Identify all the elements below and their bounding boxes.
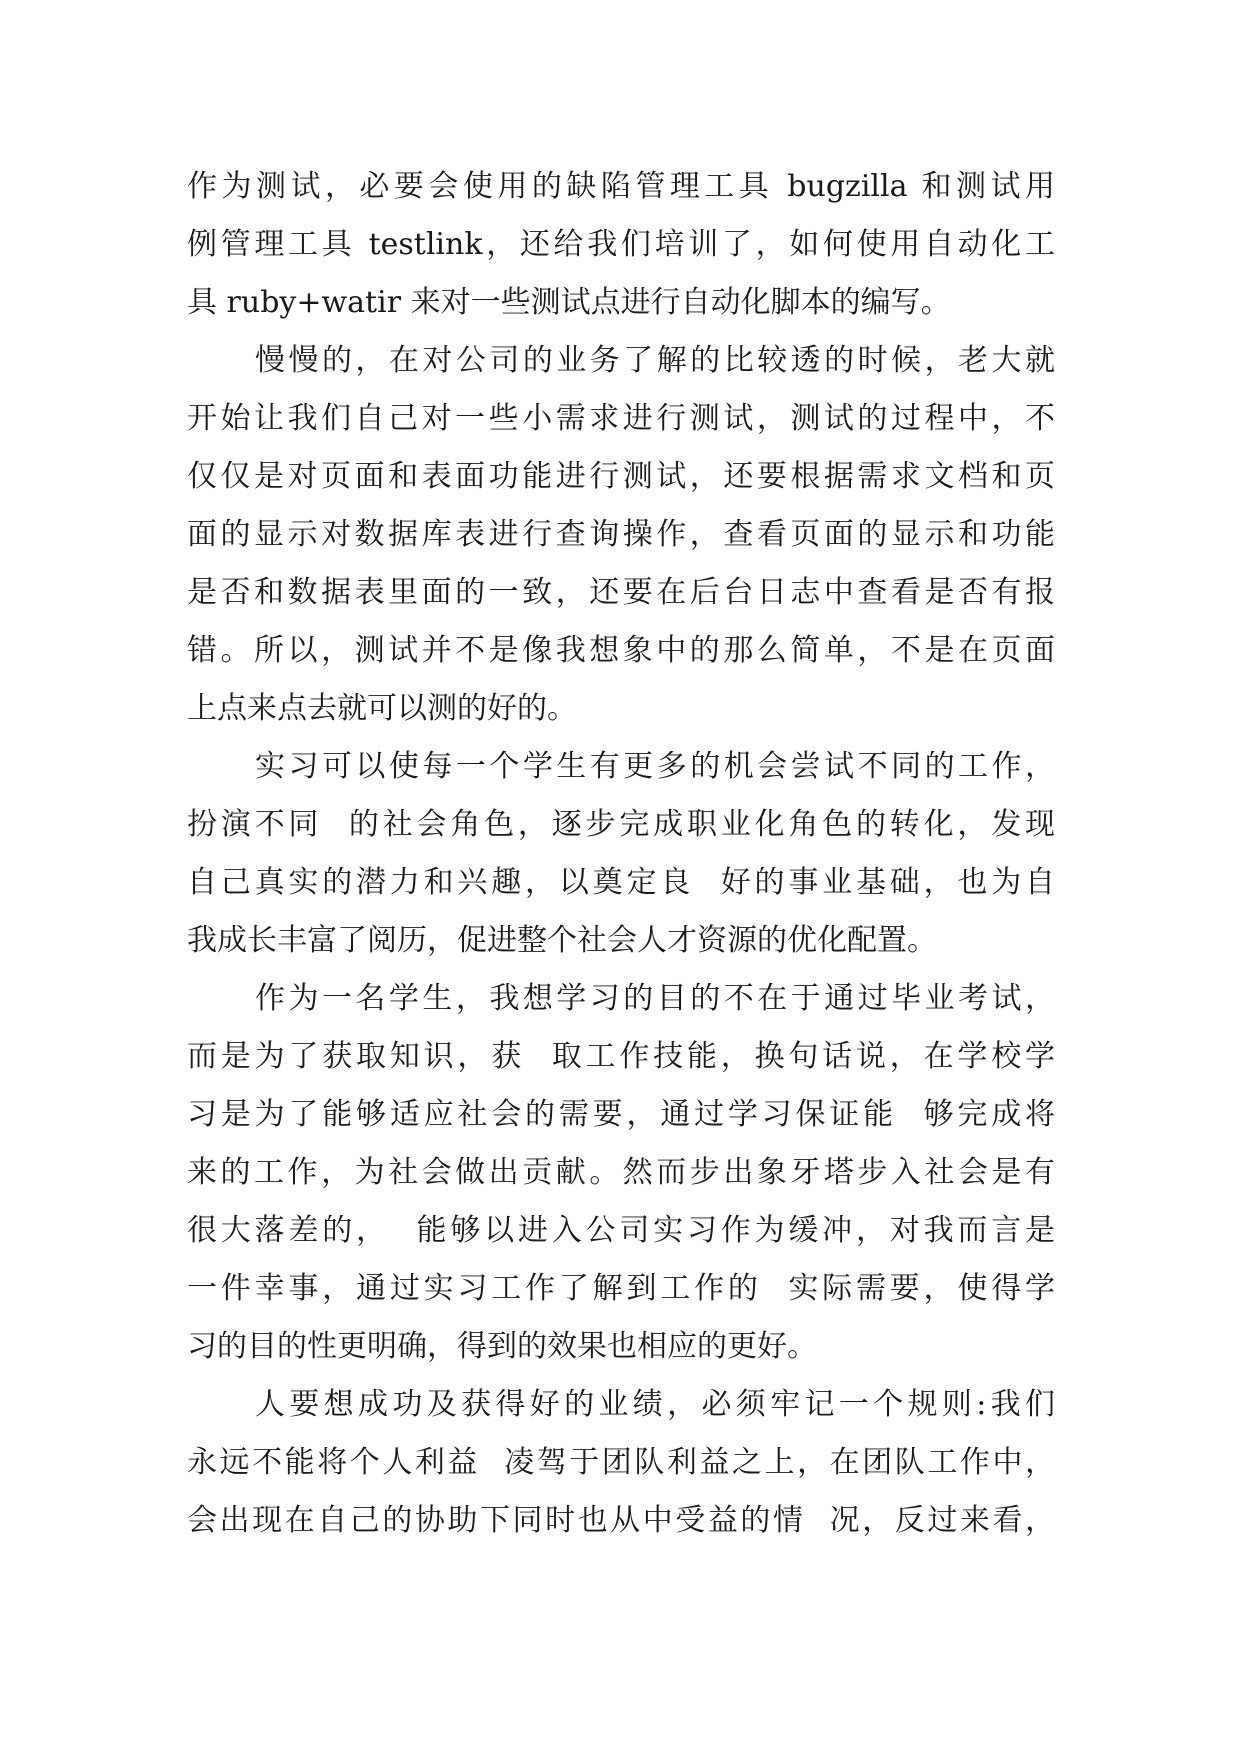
- text-line: 开始让我们自己对一些小需求进行测试，测试的过程中，不: [187, 401, 1055, 436]
- text-line: 仅仅是对页面和表面功能进行测试，还要根据需求文档和页: [187, 459, 1055, 494]
- text-line: 是否和数据表里面的一致，还要在后台日志中查看是否有报: [187, 575, 1055, 610]
- text-line: 实习可以使每一个学生有更多的机会尝试不同的工作，: [255, 749, 1055, 784]
- text-line: 自己真实的潜力和兴趣，以奠定良 好的事业基础，也为自: [187, 865, 1055, 900]
- text-line: 一件幸事，通过实习工作了解到工作的 实际需要，使得学: [187, 1271, 1055, 1306]
- paragraph: [187, 332, 1055, 738]
- paragraph: [187, 970, 1055, 1376]
- text-line: 面的显示对数据库表进行查询操作，查看页面的显示和功能: [187, 517, 1055, 552]
- text-line: 慢慢的，在对公司的业务了解的比较透的时候，老大就: [255, 343, 1055, 378]
- text-line: 具 ruby+watir 来对一些测试点进行自动化脚本的编写。: [187, 285, 951, 320]
- paragraph: [187, 1376, 1055, 1550]
- text-line: 作为一名学生，我想学习的目的不在于通过毕业考试，: [255, 981, 1055, 1016]
- paragraph: [187, 738, 1055, 970]
- text-line: 我成长丰富了阅历，促进整个社会人才资源的优化配置。: [187, 923, 937, 958]
- text-line: 扮演不同 的社会角色，逐步完成职业化角色的转化，发现: [187, 807, 1055, 842]
- text-line: 习的目的性更明确，得到的效果也相应的更好。: [187, 1329, 817, 1364]
- text-line: 错。所以，测试并不是像我想象中的那么简单，不是在页面: [187, 633, 1055, 668]
- text-line: 很大落差的， 能够以进入公司实习作为缓冲，对我而言是: [187, 1213, 1055, 1248]
- document-body: [187, 158, 1055, 1550]
- text-line: 来的工作，为社会做出贡献。然而步出象牙塔步入社会是有: [187, 1155, 1055, 1190]
- text-line: 上点来点去就可以测的好的。: [187, 691, 577, 726]
- text-line: 例管理工具 testlink，还给我们培训了，如何使用自动化工: [187, 227, 1055, 262]
- paragraph: [187, 158, 1055, 332]
- text-line: 永远不能将个人利益 凌驾于团队利益之上，在团队工作中，: [187, 1445, 1055, 1480]
- text-line: 而是为了获取知识，获 取工作技能，换句话说，在学校学: [187, 1039, 1055, 1074]
- text-line: 会出现在自己的协助下同时也从中受益的情 况，反过来看，: [187, 1503, 1055, 1538]
- text-line: 人要想成功及获得好的业绩，必须牢记一个规则:我们: [255, 1387, 1055, 1422]
- text-line: 作为测试，必要会使用的缺陷管理工具 bugzilla 和测试用: [187, 169, 1055, 204]
- text-line: 习是为了能够适应社会的需要，通过学习保证能 够完成将: [187, 1097, 1055, 1132]
